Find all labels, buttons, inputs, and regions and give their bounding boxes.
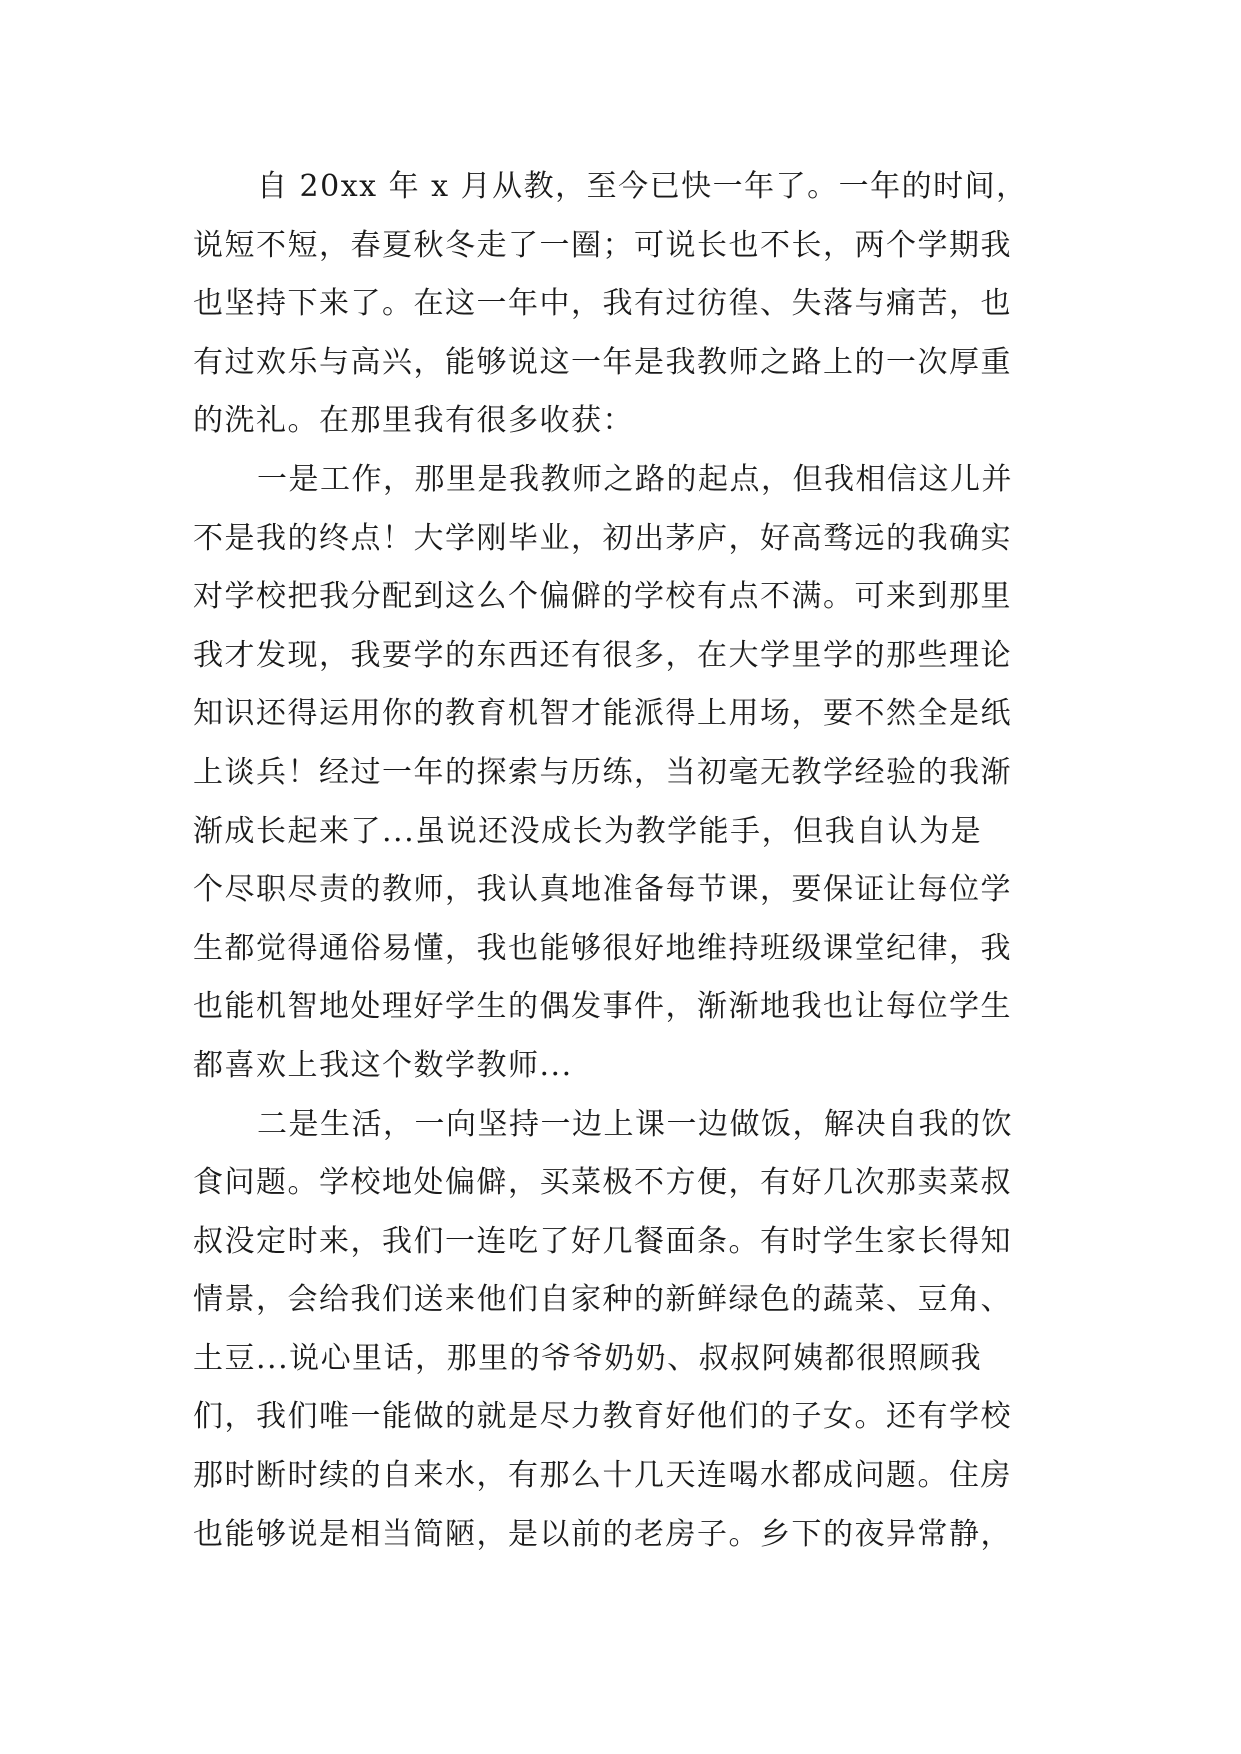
paragraph-1-line-4: 有过欢乐与高兴，能够说这一年是我教师之路上的一次厚重 [193,344,1012,380]
body-text [193,158,1053,1564]
paragraph-2-line-10: 也能机智地处理好学生的偶发事件，渐渐地我也让每位学生 [193,989,1012,1025]
paragraph-2-line-7: 渐成长起来了...虽说还没成长为教学能手，但我自认为是 [193,813,983,849]
paragraph-2-line-11: 都喜欢上我这个数学教师... [193,1047,573,1083]
paragraph-1-line-2: 说短不短，春夏秋冬走了一圈；可说长也不长，两个学期我 [193,227,1012,263]
paragraph-2-line-9: 生都觉得通俗易懂，我也能够很好地维持班级课堂纪律，我 [193,930,1012,966]
paragraph-2-line-5: 知识还得运用你的教育机智才能派得上用场，要不然全是纸 [193,696,1012,732]
paragraph-2-line-8: 个尽职尽责的教师，我认真地准备每节课，要保证让每位学 [193,872,1012,908]
paragraph-3-line-8: 也能够说是相当简陋，是以前的老房子。乡下的夜异常静， [193,1516,1012,1552]
paragraph-1-line-5: 的洗礼。在那里我有很多收获： [193,403,634,439]
paragraph-2-line-1: 一是工作，那里是我教师之路的起点，但我相信这儿并 [257,461,1013,497]
paragraph-2-line-3: 对学校把我分配到这么个偏僻的学校有点不满。可来到那里 [193,579,1012,615]
paragraph-3-line-7: 那时断时续的自来水，有那么十几天连喝水都成问题。住房 [193,1458,1012,1494]
paragraph-1-line-1: 自 20xx 年 x 月从教，至今已快一年了。一年的时间， [257,169,1028,204]
paragraph-3-line-4: 情景，会给我们送来他们自家种的新鲜绿色的蔬菜、豆角、 [193,1282,1012,1318]
paragraph-1-line-3: 也坚持下来了。在这一年中，我有过彷徨、失落与痛苦，也 [193,286,1012,322]
paragraph-3-line-2: 食问题。学校地处偏僻，买菜极不方便，有好几次那卖菜叔 [193,1165,1012,1201]
paragraph-3-line-6: 们，我们唯一能做的就是尽力教育好他们的子女。还有学校 [193,1399,1012,1435]
paragraph-3-line-1: 二是生活，一向坚持一边上课一边做饭，解决自我的饮 [257,1106,1013,1142]
paragraph-3-line-3: 叔没定时来，我们一连吃了好几餐面条。有时学生家长得知 [193,1223,1012,1259]
paragraph-2-line-2: 不是我的终点！大学刚毕业，初出茅庐，好高骛远的我确实 [193,520,1012,556]
paragraph-2-line-6: 上谈兵！经过一年的探索与历练，当初毫无教学经验的我渐 [193,754,1012,790]
paragraph-3-line-5: 土豆...说心里话，那里的爷爷奶奶、叔叔阿姨都很照顾我 [193,1340,983,1376]
paragraph-2-line-4: 我才发现，我要学的东西还有很多，在大学里学的那些理论 [193,637,1012,673]
